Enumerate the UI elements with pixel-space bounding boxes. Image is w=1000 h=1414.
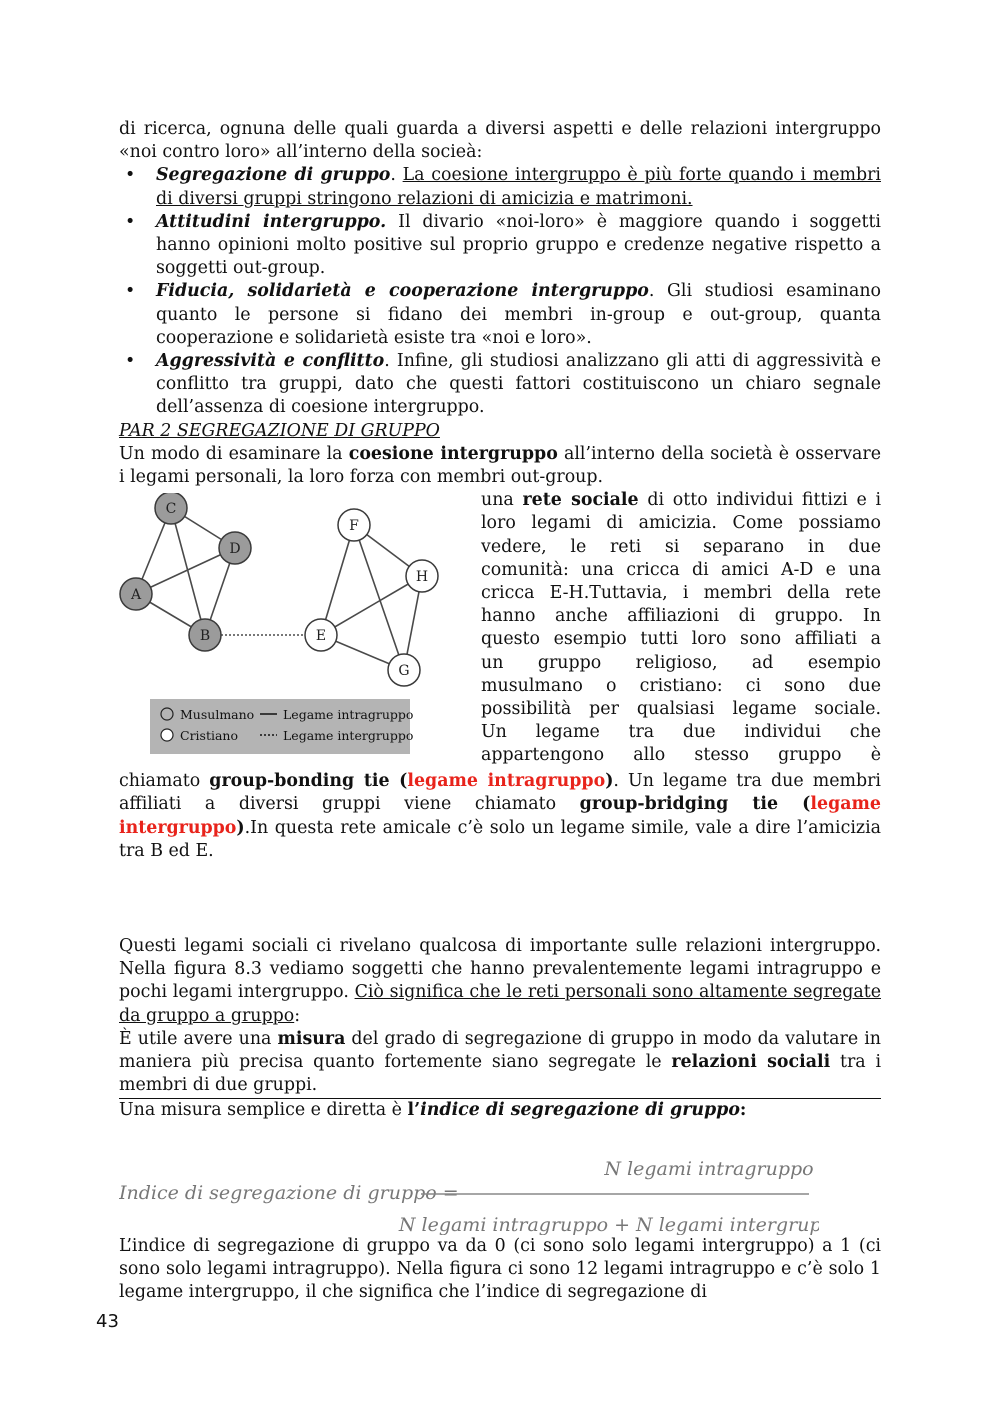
list-item: • Segregazione di gruppo. La coesione intergruppo è più forte quando i membri di diversi gruppi stringono relazioni di amicizia e matrimoni.	[125, 165, 881, 209]
node-A	[120, 578, 152, 610]
network-figure	[119, 493, 444, 763]
node-G	[388, 654, 420, 686]
paragraph-measure: È utile avere una misura del grado di segregazione di gruppo in modo da valutare in maniera più precisa quanto fortemente siano segregate le relazioni sociali tra i membri di due gruppi.	[119, 1028, 882, 1096]
svg-text:B: B	[199, 628, 211, 645]
list-item	[119, 211, 881, 281]
page-number: 43	[96, 1311, 119, 1332]
bullet-title: Fiducia, solidarietà e cooperazione intergruppo	[156, 281, 649, 302]
paragraph-index-intro: Una misura semplice e diretta è l’indice di segregazione di gruppo:	[119, 1100, 747, 1121]
bullet-title: Aggressività e conflitto	[156, 351, 385, 372]
bullet-icon: •	[125, 351, 136, 372]
node-F	[338, 509, 370, 541]
intragroup-ties	[136, 508, 422, 670]
svg-text:G: G	[398, 663, 410, 680]
figure-legend	[150, 699, 413, 754]
text-line: loro legami di amicizia. Come possiamo	[481, 513, 881, 534]
bullet-text: Il divario «noi-loro» è maggiore quando i soggetti hanno opinioni molto positive sul proprio gruppo e credenze negative rispetto a soggetti out-group.	[156, 211, 881, 279]
bullet-text: Gli studiosi esaminano quanto le persone si fidano dei membri in-group e out-group, quanta cooperazione e solidarietà esiste tra «noi e loro».	[156, 281, 881, 348]
bullet-icon: •	[125, 211, 136, 232]
text-line: hanno anche affiliazioni di gruppo. In	[481, 606, 881, 627]
svg-text:E: E	[315, 628, 327, 645]
christian-legend-icon	[161, 729, 173, 741]
list-item: • Fiducia, solidarietà e cooperazione intergruppo. Gli studiosi esaminano quanto le persone si fidano dei membri in-group e out-group, quanta cooperazione e solidarietà esiste tra «noi e loro».	[125, 281, 881, 348]
node-C	[155, 493, 187, 524]
svg-text:D: D	[229, 541, 241, 558]
paragraph-coesione: Un modo di esaminare la coesione intergruppo all’interno della società è osservare i legami personali, la loro forza con membri out-group.	[119, 443, 881, 488]
text-line: un gruppo religioso, ad esempio	[481, 652, 881, 673]
formula-numerator: N legami intragruppo	[604, 1157, 814, 1180]
svg-text:H: H	[415, 569, 429, 586]
svg-text:A: A	[130, 587, 142, 604]
formula-denominator: N legami intragruppo + N legami intergruppo	[398, 1213, 819, 1235]
text-line: Un legame tra due individui che	[481, 722, 881, 743]
list-item: • Aggressività e conflitto. Infine, gli studiosi analizzano gli atti di aggressività e conflitto tra gruppi, dato che questi fattori costituiscono un chiaro segnale dell’assenza di coesione intergruppo.	[125, 351, 881, 418]
intro-paragraph: di ricerca, ognuna delle quali guarda a diversi aspetti e delle relazioni intergruppo «noi contro loro» all’interno della socieà:	[119, 119, 881, 163]
paragraph-index-range: L’indice di segregazione di gruppo va da 0 (ci sono solo legami intergruppo) a 1 (ci sono solo legami intragruppo). Nella figura ci sono 12 legami intragruppo e c’è solo 1 legame intergruppo, il che significa che l’indice di segregazione di	[119, 1235, 881, 1303]
text-line: questo esempio tutti loro sono affiliati a	[481, 629, 881, 650]
svg-text:Cristiano: Cristiano	[180, 728, 239, 744]
segregation-index-formula	[119, 1153, 881, 1235]
text-line: possibilità per qualsiasi legame sociale.	[481, 699, 881, 720]
figure-side-text	[481, 489, 881, 767]
text-line: comunità: una cricca di amici A-D e una	[481, 559, 881, 580]
bullet-list	[119, 164, 881, 419]
spacer	[119, 863, 881, 935]
node-B	[189, 619, 221, 651]
formula-graphic	[119, 1153, 819, 1235]
bullet-text: La coesione intergruppo è più forte quando i membri di diversi gruppi stringono relazioni di amicizia e matrimoni.	[156, 165, 881, 209]
bullet-icon: •	[125, 165, 136, 186]
text-line: musulmano o cristiano: ci sono due	[481, 675, 881, 696]
bullet-title: Attitudini intergruppo.	[156, 211, 387, 232]
tie-F-G	[354, 525, 404, 670]
text-line: appartengono allo stesso gruppo è	[481, 745, 881, 766]
page-content	[119, 118, 881, 1304]
svg-text:Legame intragruppo: Legame intragruppo	[283, 707, 414, 723]
svg-text:Musulmano: Musulmano	[180, 707, 255, 723]
nodes	[120, 493, 438, 686]
paragraph-ties: chiamato group-bonding tie (legame intragruppo). Un legame tra due membri affiliati a diversi gruppi viene chiamato group-bridging tie (legame intergruppo).In questa rete amicale c’è solo un legame simile, vale a dire l’amicizia tra B ed E.	[119, 771, 881, 861]
figure-row	[119, 489, 881, 770]
paragraph-segregation: Questi legami sociali ci rivelano qualcosa di importante sulle relazioni intergruppo. Nella figura 8.3 vediamo soggetti che hanno prevalentemente legami intragruppo e pochi legami intergruppo. Ciò significa che le reti personali sono altamente segregate da gruppo a gruppo:	[119, 936, 881, 1026]
node-D	[219, 532, 251, 564]
svg-text:C: C	[165, 501, 177, 518]
svg-text:Legame intergruppo: Legame intergruppo	[283, 728, 414, 744]
svg-text:F: F	[349, 518, 359, 535]
node-H	[406, 560, 438, 592]
muslim-legend-icon	[161, 708, 173, 720]
tie-C-B	[171, 508, 205, 635]
bullet-icon: •	[125, 281, 136, 302]
text-line: cricca E-H.Tuttavia, i membri della rete	[481, 583, 881, 604]
formula-lhs: Indice di segregazione di gruppo =	[119, 1181, 459, 1204]
section-heading: PAR 2 SEGREGAZIONE DI GRUPPO	[119, 420, 440, 441]
text-line: una rete sociale di otto individui fittizi e i	[481, 490, 882, 511]
bullet-text: Infine, gli studiosi analizzano gli atti di aggressività e conflitto tra gruppi, dato che questi fattori costituiscono un chiaro segnale dell’assenza di coesione intergruppo.	[156, 351, 881, 418]
bullet-title: Segregazione di gruppo	[156, 165, 391, 186]
node-E	[305, 619, 337, 651]
text-line: vedere, le reti si separano in due	[481, 536, 881, 557]
